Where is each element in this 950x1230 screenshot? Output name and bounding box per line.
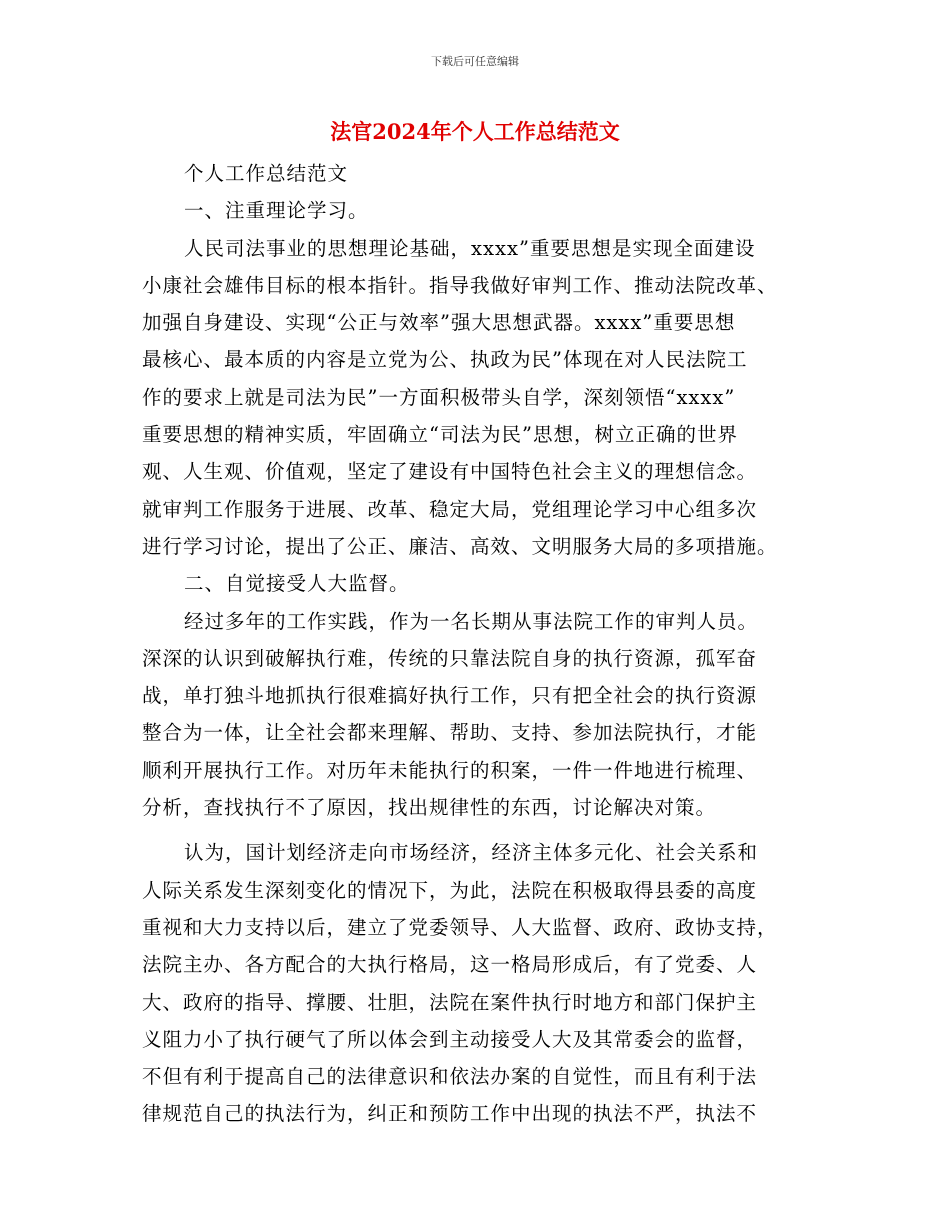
document-title: 法官2024年个人工作总结范文 (330, 119, 620, 144)
paragraph-line: 进行学习讨论，提出了公正、廉洁、高效、文明服务大局的多项措施。 (142, 534, 778, 558)
header-note: 下载后可任意编辑 (431, 55, 519, 68)
paragraph-line: 顺利开展执行工作。对历年未能执行的积案，一件一件地进行梳理、 (142, 758, 758, 782)
paragraph-line: 人民司法事业的思想理论基础，xxxx”重要思想是实现全面建设 (184, 236, 756, 260)
paragraph-line: 人际关系发生深刻变化的情况下，为此，法院在积极取得县委的高度 (142, 878, 758, 902)
paragraph-line: 重要思想的精神实质，牢固确立“司法为民”思想，树立正确的世界 (142, 423, 738, 447)
paragraph-line: 律规范自己的执法行为，纠正和预防工作中出现的执法不严，执法不 (142, 1102, 758, 1126)
paragraph-line: 深深的认识到破解执行难，传统的只靠法院自身的执行资源，孤军奋 (142, 646, 758, 670)
paragraph-line: 不但有利于提高自己的法律意识和依法办案的自觉性，而且有利于法 (142, 1065, 758, 1089)
paragraph-line: 战，单打独斗地抓执行很难搞好执行工作，只有把全社会的执行资源 (142, 684, 758, 708)
paragraph-line: 观、人生观、价值观，坚定了建设有中国特色社会主义的理想信念。 (142, 460, 758, 484)
paragraph-line: 小康社会雄伟目标的根本指针。指导我做好审判工作、推动法院改革、 (142, 273, 778, 297)
document-body (142, 155, 802, 1133)
paragraph-line: 整合为一体，让全社会都来理解、帮助、支持、参加法院执行，才能 (142, 721, 758, 745)
section-heading: 个人工作总结范文 (184, 162, 349, 185)
paragraph-line: 分析，查找执行不了原因，找出规律性的东西，讨论解决对策。 (142, 796, 717, 820)
paragraph-line: 大、政府的指导、撑腰、壮胆，法院在案件执行时地方和部门保护主 (142, 990, 758, 1014)
paragraph-line: 重视和大力支持以后，建立了党委领导、人大监督、政府、政协支持， (142, 915, 778, 939)
paragraph-line: 义阻力小了执行硬气了所以体会到主动接受人大及其常委会的监督， (142, 1027, 758, 1051)
paragraph-gap (142, 826, 802, 834)
paragraph-line: 认为，国计划经济走向市场经济，经济主体多元化、社会关系和 (184, 841, 759, 865)
paragraph-line: 最核心、最本质的内容是立党为公、执政为民”体现在对人民法院工 (142, 348, 748, 372)
section-heading: 一、注重理论学习。 (184, 199, 369, 223)
paragraph-line: 经过多年的工作实践，作为一名长期从事法院工作的审判人员。 (184, 609, 759, 633)
paragraph-line: 法院主办、各方配合的大执行格局，这一格局形成后，有了党委、人 (142, 953, 758, 977)
section-heading: 二、自觉接受人大监督。 (184, 572, 410, 596)
paragraph-line: 加强自身建设、实现“公正与效率”强大思想武器。xxxx”重要思想 (142, 311, 736, 335)
paragraph-line: 作的要求上就是司法为民”一方面积极带头自学，深刻领悟“xxxx” (142, 385, 736, 409)
paragraph-line: 就审判工作服务于进展、改革、稳定大局，党组理论学习中心组多次 (142, 497, 758, 521)
